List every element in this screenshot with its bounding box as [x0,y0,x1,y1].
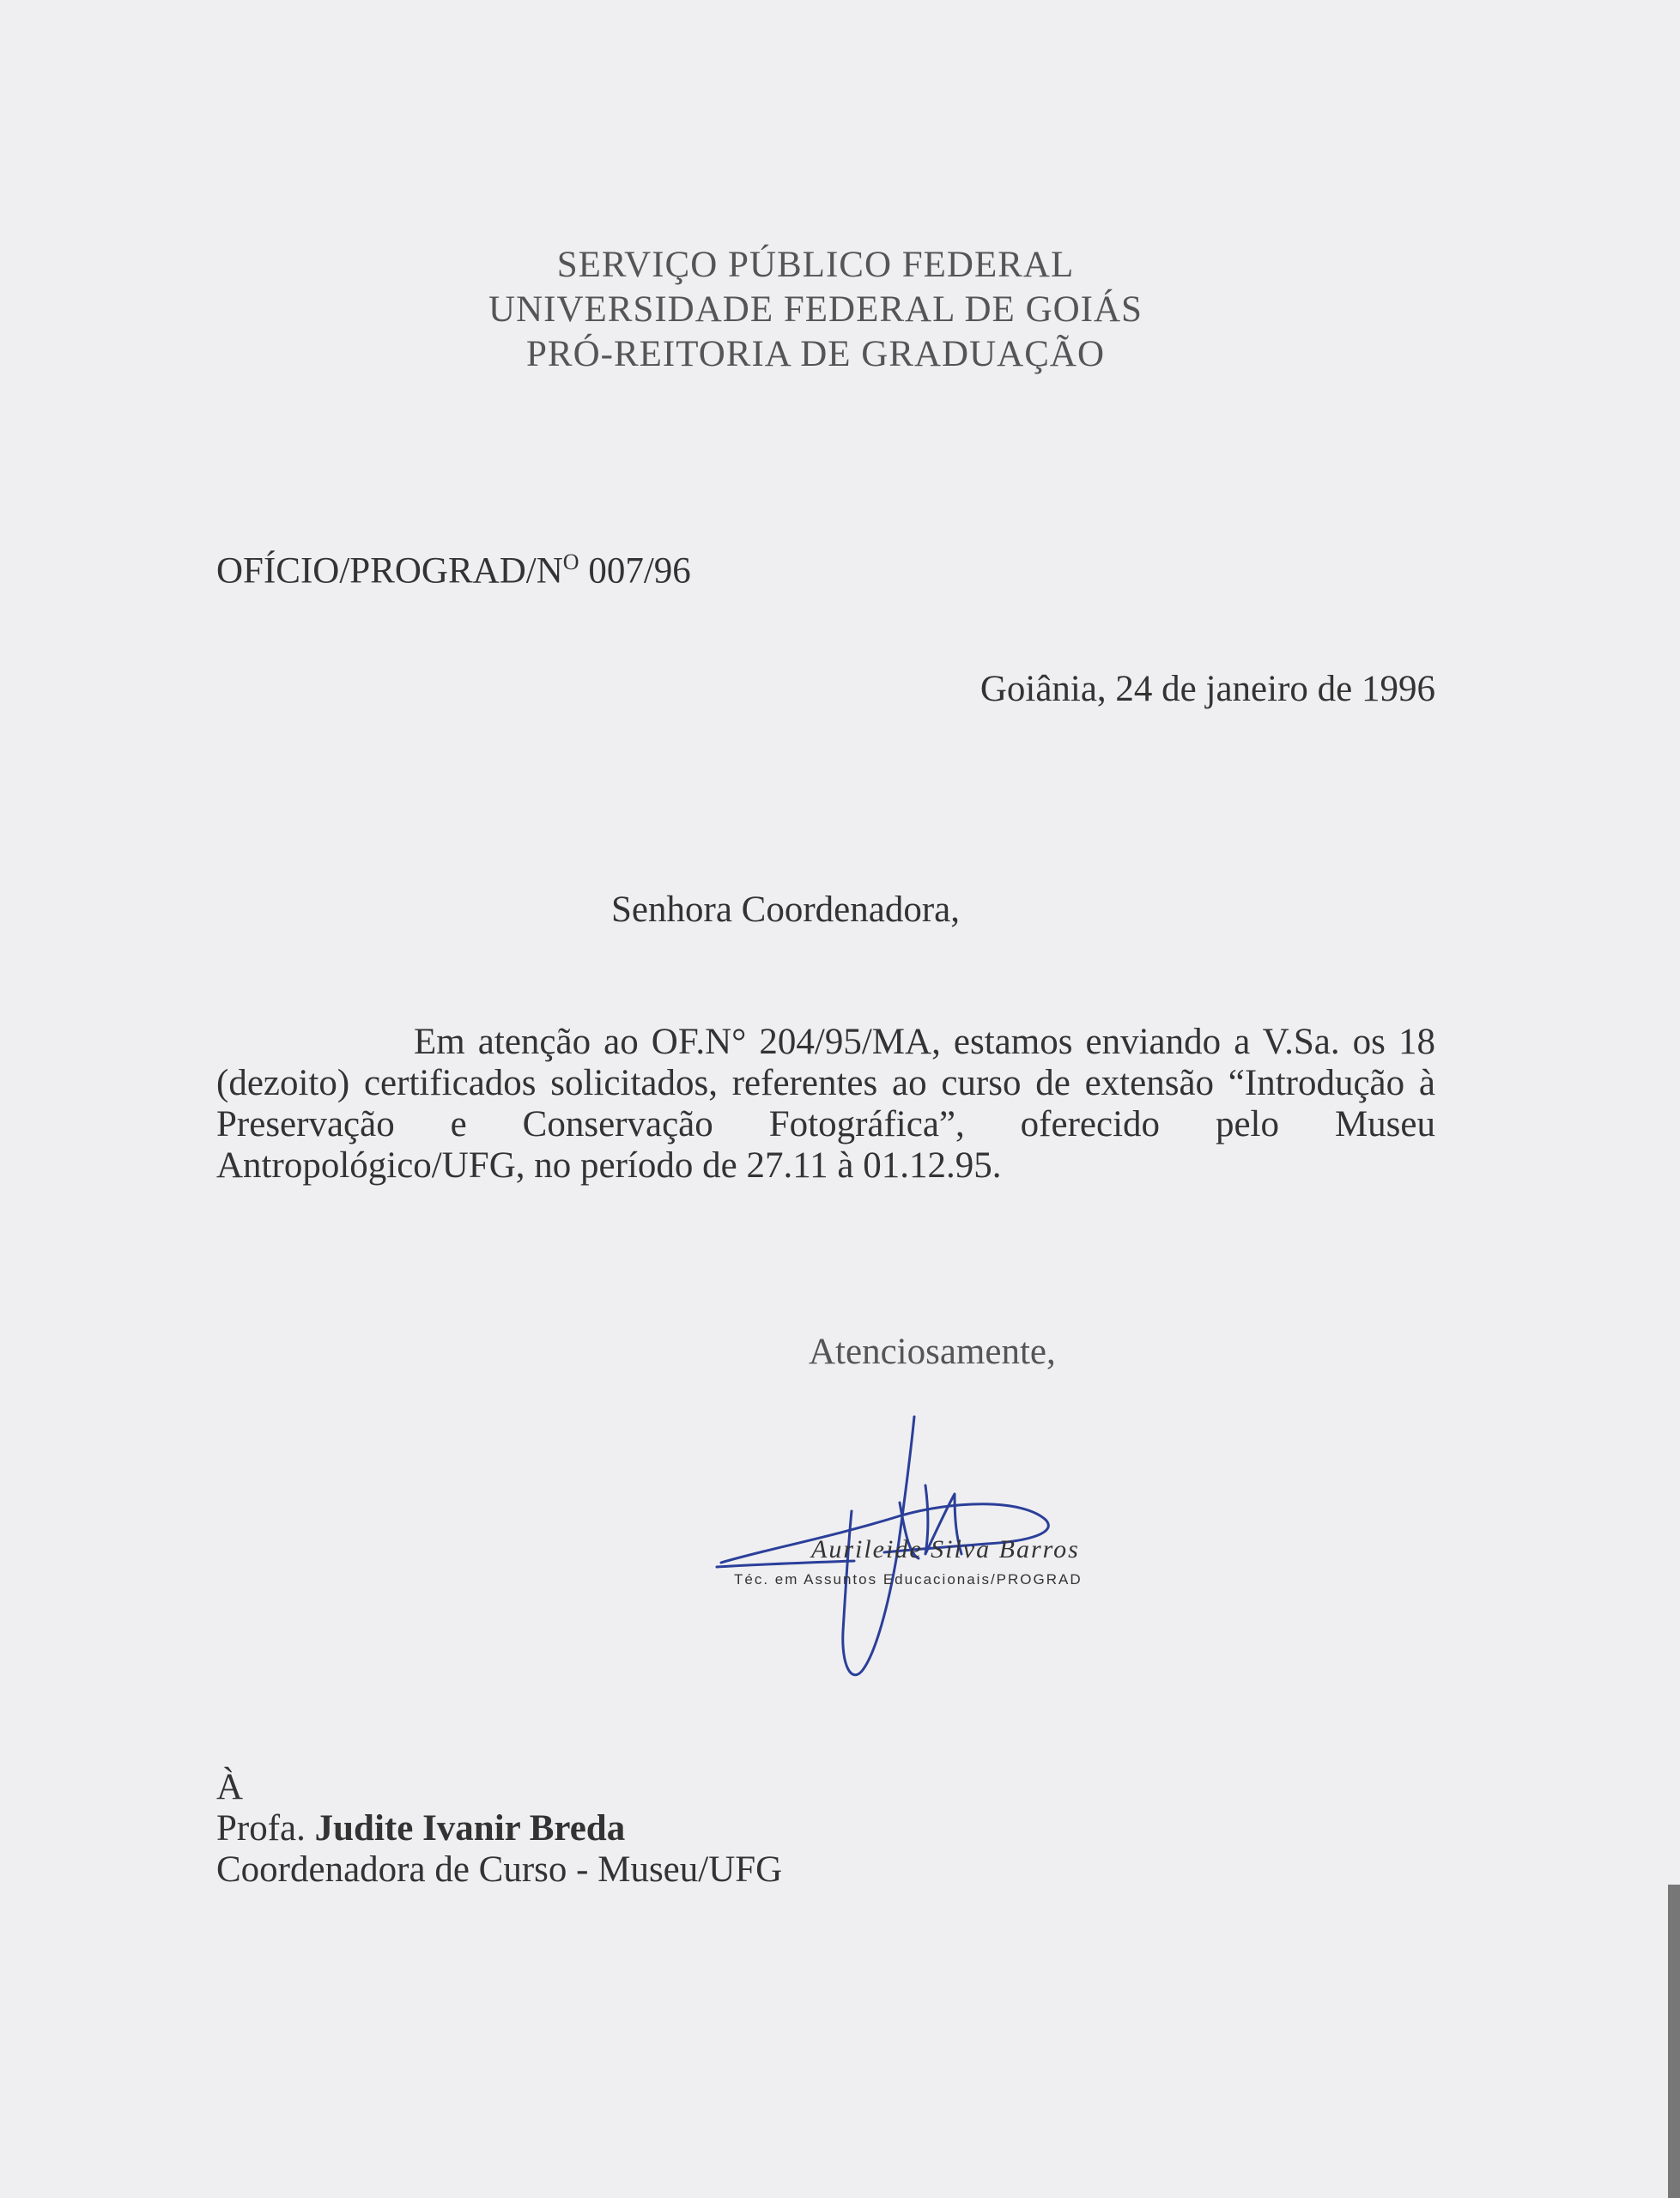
recipient-block [216,1767,782,1891]
letter-body: Em atenção ao OF.N° 204/95/MA, estamos enviando a V.Sa. os 18 (dezoito) certificados solicitados, referentes ao curso de extensão “Introdução à Preservação e Conservação Fotográfica”, oferecido pelo Museu Antropológico/UFG, no período de 27.11 à 01.12.95. [216,1022,1435,1186]
signatory-title: Téc. em Assuntos Educacionais/PROGRAD [734,1571,1083,1588]
salutation: Senhora Coordenadora, [611,890,960,930]
signatory-name: Aurileide Silva Barros [811,1535,1080,1563]
recipient-honorific: Profa. [216,1808,315,1849]
recipient-role: Coordenadora de Curso - Museu/UFG [216,1849,783,1890]
letterhead [0,243,1631,377]
letterhead-line-2: UNIVERSIDADE FEDERAL DE GOIÁS [488,289,1143,330]
reference-prefix: OFÍCIO/PROGRAD/N [216,550,563,592]
letter-date: Goiânia, 24 de janeiro de 1996 [979,669,1435,709]
recipient-name-line [216,1808,782,1849]
scan-edge-bar [1668,1885,1680,2198]
recipient-name: Judite Ivanir Breda [314,1808,626,1849]
closing: Atenciosamente, [809,1332,1056,1372]
reference-value: 007/96 [579,550,691,592]
reference-number [216,550,691,592]
letterhead-line-1: SERVIÇO PÚBLICO FEDERAL [556,245,1075,285]
letterhead-line-3: PRÓ-REITORIA DE GRADUAÇÃO [525,334,1105,374]
reference-superscript: O [562,550,579,574]
recipient-to: À [216,1767,244,1807]
